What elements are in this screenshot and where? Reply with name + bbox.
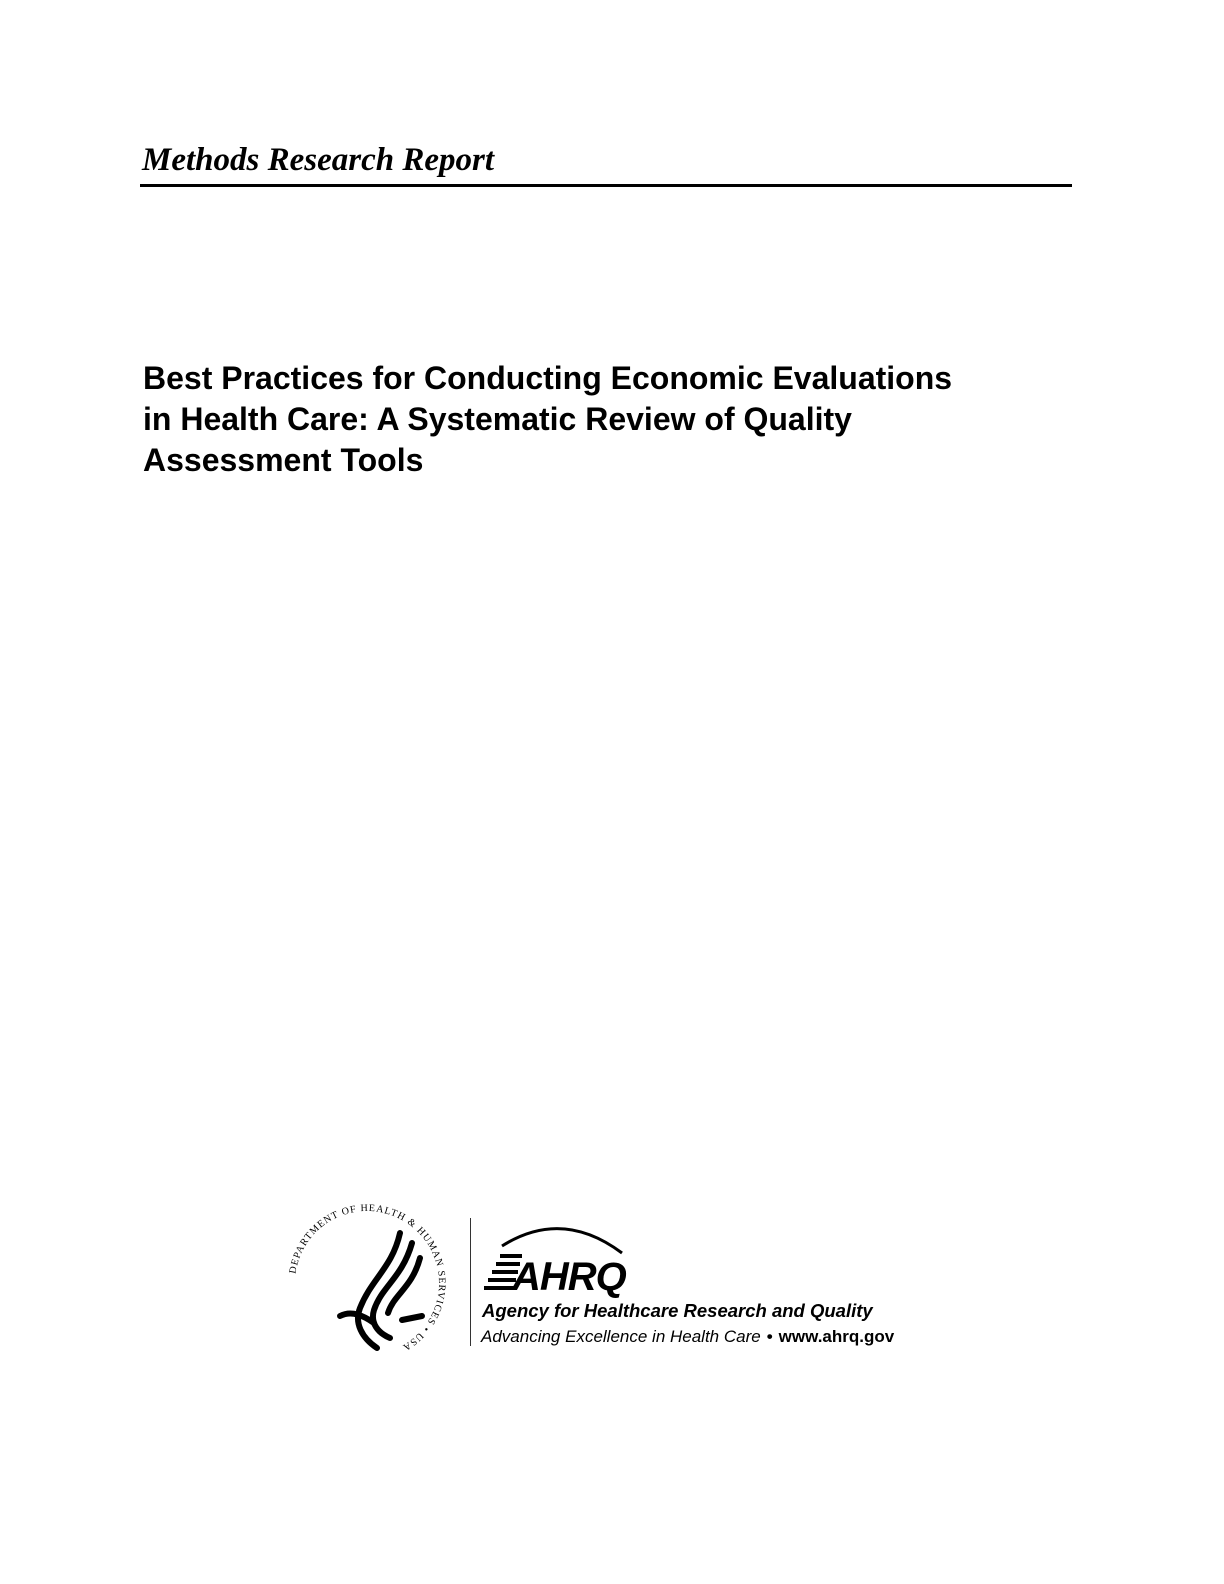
report-series-label: Methods Research Report <box>142 142 495 178</box>
svg-text:AHRQ: AHRQ <box>512 1255 626 1298</box>
agency-url[interactable]: www.ahrq.gov <box>778 1327 895 1346</box>
title-line: Assessment Tools <box>143 442 424 478</box>
ahrq-logo <box>482 1218 672 1298</box>
report-title <box>143 358 1103 481</box>
title-line: in Health Care: A Systematic Review of Quality <box>143 401 852 437</box>
hhs-seal-logo <box>282 1198 452 1368</box>
agency-name: Agency for Healthcare Research and Quality <box>482 1300 873 1321</box>
title-line: Best Practices for Conducting Economic Evaluations <box>143 360 953 396</box>
agency-tagline <box>481 1327 894 1347</box>
tagline-text: Advancing Excellence in Health Care <box>481 1327 761 1346</box>
bullet-separator: • <box>766 1327 773 1346</box>
header-rule <box>140 184 1072 187</box>
svg-text:DEPARTMENT OF HEALTH & HUMAN S: DEPARTMENT OF HEALTH & HUMAN SERVICES • USA <box>287 1202 448 1354</box>
logo-divider <box>470 1218 471 1346</box>
